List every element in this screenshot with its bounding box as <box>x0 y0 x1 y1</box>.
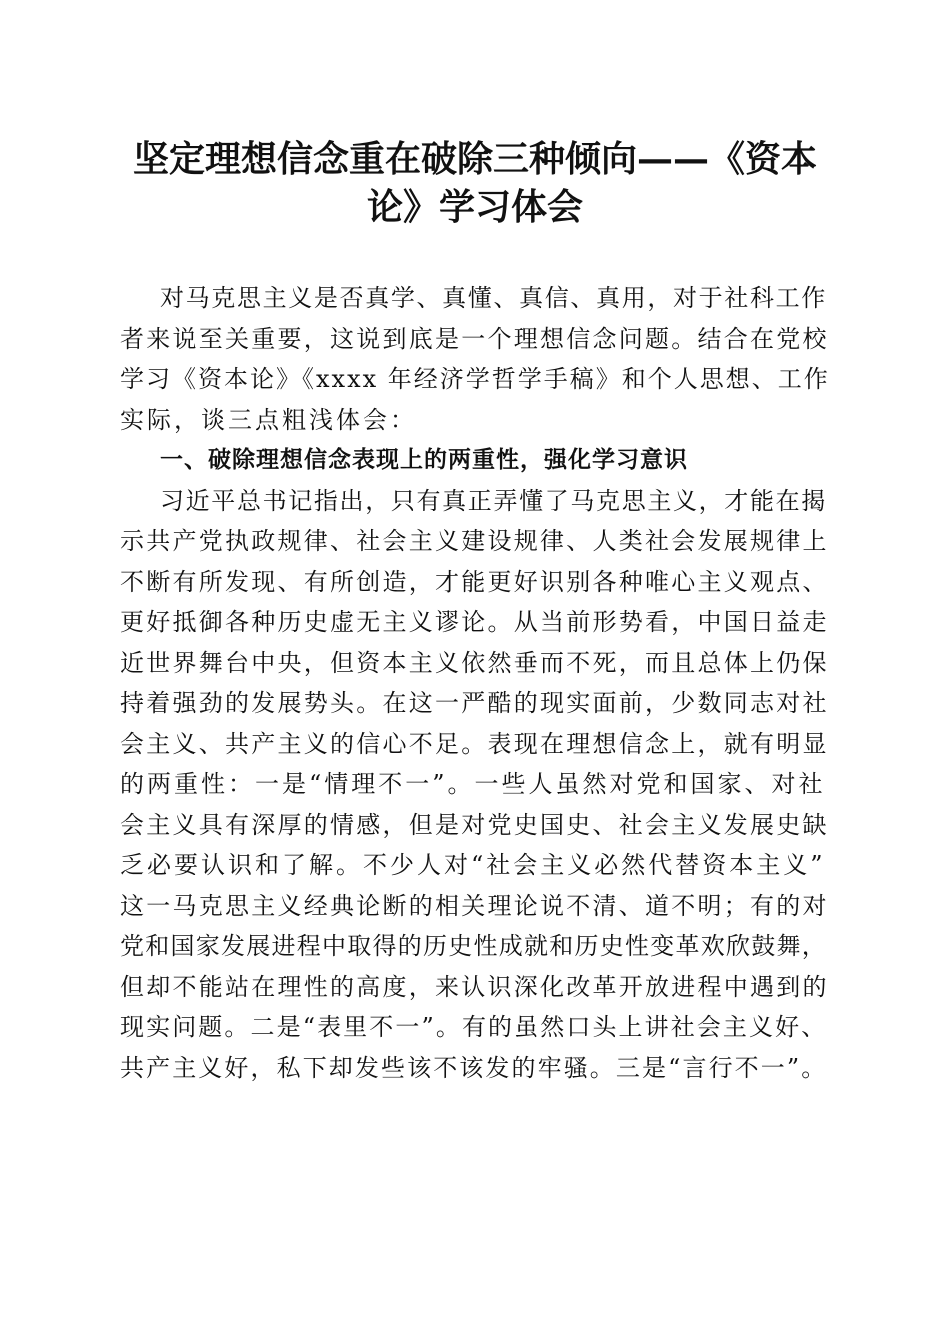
title-line: 论》学习体会 <box>366 186 583 228</box>
text-line: 现实问题。二是“表里不一”。有的虽然口头上讲社会主义好、 <box>120 1013 828 1041</box>
document-title <box>100 135 850 231</box>
document-body <box>120 278 832 1088</box>
text-line: 习近平总书记指出，只有真正弄懂了马克思主义，才能在揭 <box>160 486 827 515</box>
text-line: 乏必要认识和了解。不少人对“社会主义必然代替资本主义” <box>120 851 826 879</box>
section-paragraph <box>120 481 832 1089</box>
text-line: 会主义具有深厚的情感，但是对党史国史、社会主义发展史缺 <box>120 810 829 839</box>
section-heading: 一、破除理想信念表现上的两重性，强化学习意识 <box>160 447 688 473</box>
title-line: 坚定理想信念重在破除三种倾向——《资本 <box>132 138 817 180</box>
intro-paragraph <box>120 278 832 440</box>
text-line: 实际，谈三点粗浅体会： <box>120 405 417 434</box>
text-line: 不断有所发现、有所创造，才能更好识别各种唯心主义观点、 <box>120 567 829 596</box>
text-line: 者来说至关重要，这说到底是一个理想信念问题。结合在党校 <box>120 324 829 353</box>
text-line: 的两重性：一是“情理不一”。一些人虽然对党和国家、对社 <box>120 770 826 798</box>
text-line: 党和国家发展进程中取得的历史性成就和历史性变革欢欣鼓舞， <box>120 932 827 960</box>
text-line: 更好抵御各种历史虚无主义谬论。从当前形势看，中国日益走 <box>120 608 829 636</box>
text-line: 近世界舞台中央，但资本主义依然垂而不死，而且总体上仍保 <box>120 648 829 677</box>
text-line: 共产主义好，私下却发些该不该发的牢骚。三是“言行不一”。 <box>120 1053 828 1082</box>
text-line: 这一马克思主义经典论断的相关理论说不清、道不明；有的对 <box>120 891 829 920</box>
text-line: 持着强劲的发展势头。在这一严酷的现实面前，少数同志对社 <box>120 689 829 717</box>
text-line: 学习《资本论》《xxxx 年经济学哲学手稿》和个人思想、工作 <box>120 365 830 393</box>
text-line: 会主义、共产主义的信心不足。表现在理想信念上，就有明显 <box>120 729 829 758</box>
text-line: 示共产党执政规律、社会主义建设规律、人类社会发展规律上 <box>120 527 829 555</box>
text-line: 对马克思主义是否真学、真懂、真信、真用，对于社科工作 <box>160 284 827 312</box>
text-line: 但却不能站在理性的高度，来认识深化改革开放进程中遇到的 <box>120 972 829 1001</box>
